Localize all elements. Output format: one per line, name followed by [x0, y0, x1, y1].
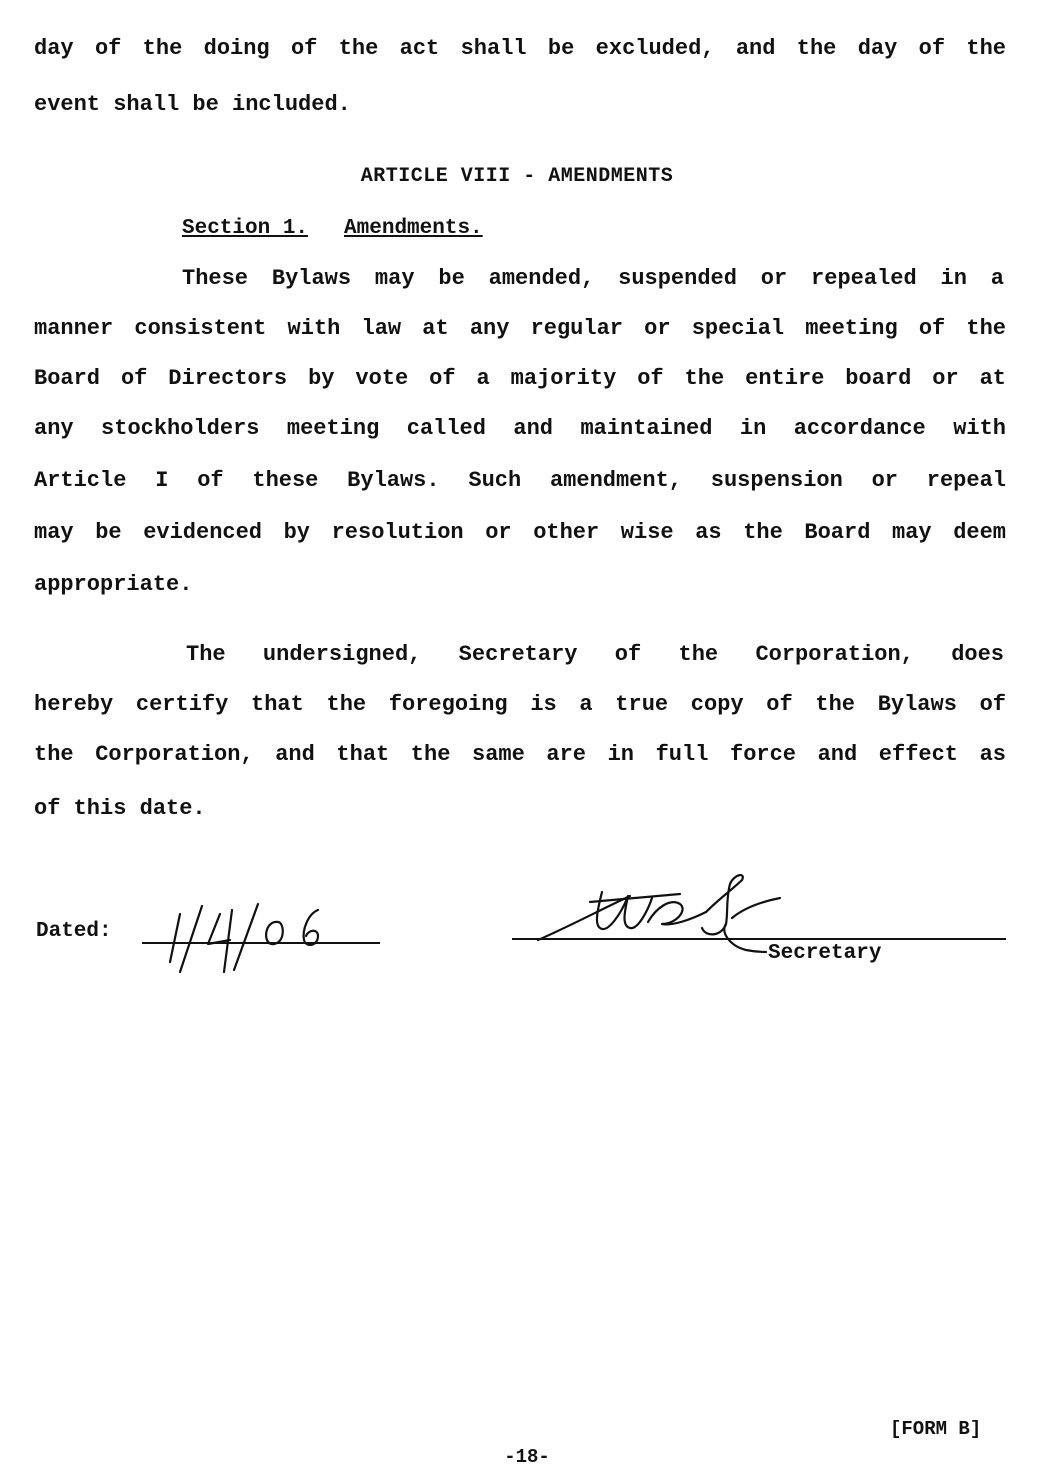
paragraph-line-5: Article I of these Bylaws. Such amendment, suspension or repeal [34, 468, 1006, 493]
section-title: Amendments. [344, 217, 483, 240]
form-label: [FORM B] [890, 1418, 982, 1440]
page-number: -18- [504, 1446, 550, 1468]
intro-line-2: event shall be included. [34, 92, 351, 117]
dated-label: Dated: [36, 920, 112, 943]
paragraph-line-1: These Bylaws may be amended, suspended or repealed in a [182, 266, 1004, 291]
section-number: Section 1. [182, 217, 309, 240]
handwritten-date [150, 892, 340, 982]
certification-line-3: the Corporation, and that the same are in full force and effect as [34, 742, 1006, 767]
paragraph-line-3: Board of Directors by vote of a majority of the entire board or at [34, 366, 1006, 391]
article-heading: ARTICLE VIII - AMENDMENTS [360, 165, 674, 188]
section-heading [182, 216, 483, 242]
intro-line-1: day of the doing of the act shall be excluded, and the day of the [34, 36, 1006, 61]
paragraph-line-4: any stockholders meeting called and maintained in accordance with [34, 416, 1006, 441]
certification-line-2: hereby certify that the foregoing is a true copy of the Bylaws of [34, 692, 1006, 717]
certification-line-4: of this date. [34, 796, 206, 821]
paragraph-line-7: appropriate. [34, 572, 193, 597]
certification-line-1: The undersigned, Secretary of the Corporation, does [186, 642, 1004, 667]
secretary-label: Secretary [768, 942, 882, 965]
paragraph-line-2: manner consistent with law at any regular or special meeting of the [34, 316, 1006, 341]
paragraph-line-6: may be evidenced by resolution or other wise as the Board may deem [34, 520, 1006, 545]
